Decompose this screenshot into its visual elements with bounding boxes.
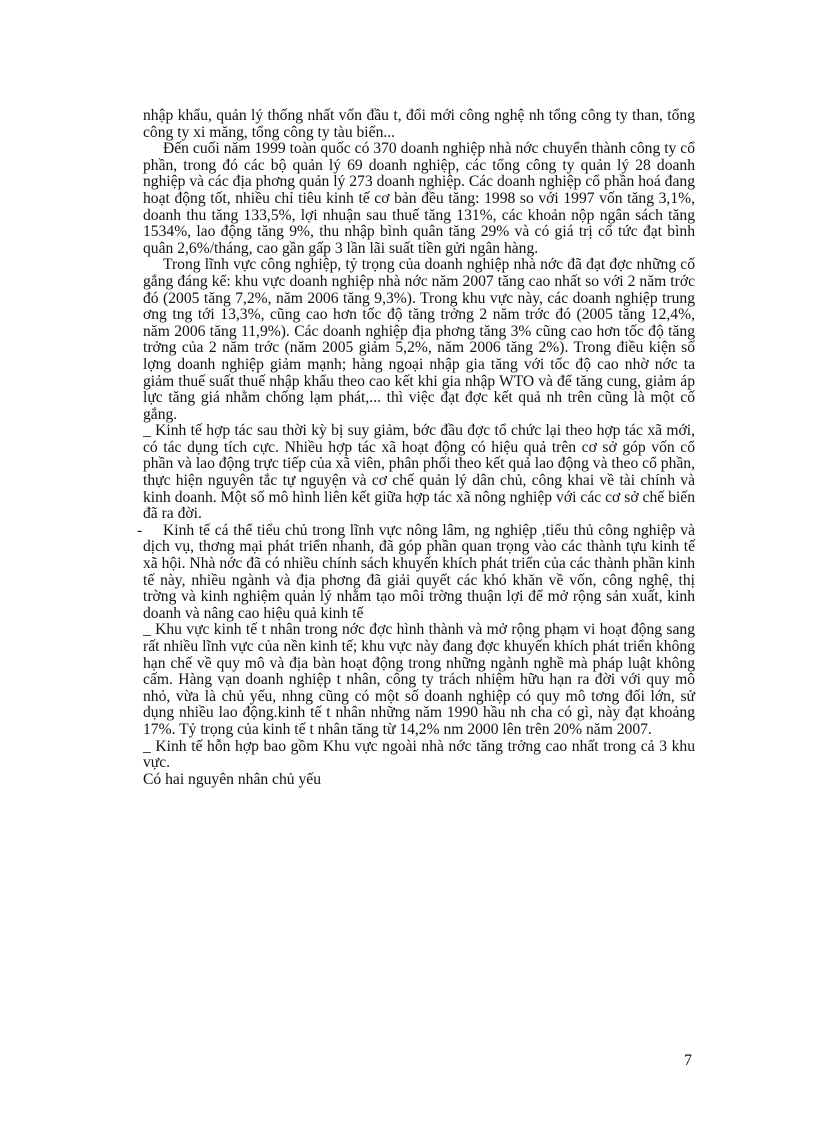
paragraph-continuation: nhập khẩu, quản lý thống nhất vốn đầu t, đổi mới công nghệ nh tổng công ty than, tổng công ty xi măng, tổng công ty tàu biển... [143,107,695,141]
paragraph-equitization: Đến cuối năm 1999 toàn quốc có 370 doanh nghiệp nhà nớc chuyển thành công ty cổ phần, trong đó các bộ quản lý 69 doanh nghiệp, các tổng công ty quản lý 28 doanh nghiệp và các địa phơng quản lý 273 doanh nghiệp. Các doanh nghiệp cổ phần hoá đang hoạt động tốt, nhiều chỉ tiêu kinh tế cơ bản đều tăng: 1998 so với 1997 vốn tăng 3,1%, doanh thu tăng 133,5%, lợi nhuận sau thuế tăng 131%, các khoản nộp ngân sách tăng 1534%, lao động tăng 9%, thu nhập bình quân tăng 29% và có giá trị cổ tức đạt bình quân 2,6%/tháng, cao gần gấp 3 lần lãi suất tiền gửi ngân hàng. [143,140,695,257]
paragraph-private-sector: _ Khu vực kinh tế t nhân trong nớc đợc hình thành và mở rộng phạm vi hoạt động sang rất nhiều lĩnh vực của nền kinh tế; khu vực này đang đợc khuyến khích phát triển không hạn chế về quy mô và địa bàn hoạt động trong những ngành nghề mà pháp luật không cấm. Hàng vạn doanh nghiệp t nhân, công ty trách nhiệm hữu hạn ra đời với quy mô nhỏ, vừa là chủ yếu, nhng cũng có một số doanh nghiệp có quy mô tơng đối lớn, sử dụng nhiều lao động.kinh tế t nhân những năm 1990 hầu nh cha có gì, này đạt khoảng 17%. Tỷ trọng của kinh tế t nhân tăng từ 14,2% nm 2000 lên trên 20% năm 2007. [143,621,695,738]
paragraph-two-reasons: Có hai nguyên nhân chủ yếu [143,770,321,788]
paragraph-individual-economy-text: Kinh tế cá thể tiểu chủ trong lĩnh vực nông lâm, ng nghiệp ,tiểu thủ công nghiệp và dịch vụ, thơng mại phát triển nhanh, đã góp phần quan trọng vào các thành tựu kinh tế xã hội. Nhà nớc đã có nhiều chính sách khuyến khích phát triển của các thành phần kinh tế này, nhiều ngành và địa phơng đã giải quyết các khó khăn về vốn, công nghệ, thị trờng và kinh nghiệm quản lý nhằm tạo môi trờng thuận lợi để mở rộng sản xuất, kinh doanh và nâng cao hiệu quả kinh tế [143,521,695,622]
list-dash-marker: - [137,521,143,539]
paragraph-individual-economy [137,521,695,623]
page-number: 7 [684,1052,692,1069]
body-text [137,107,695,788]
paragraph-mixed-economy: _ Kinh tế hỗn hợp bao gồm Khu vực ngoài nhà nớc tăng trởng cao nhất trong cả 3 khu vực. [143,737,695,772]
paragraph-cooperative-economy: _ Kinh tế hợp tác sau thời kỳ bị suy giảm, bớc đầu đợc tổ chức lại theo hợp tác xã mới, có tác dụng tích cực. Nhiều hợp tác xã hoạt động có hiệu quả trên cơ sở góp vốn cổ phần và lao động trực tiếp của xã viên, phân phối theo kết quả lao động và theo cổ phần, thực hiện nguyên tắc tự nguyện và cơ chế quản lý dân chủ, công khai về tài chính và kinh doanh. Một số mô hình liên kết giữa hợp tác xã nông nghiệp với các cơ sở chế biến đã ra đời. [143,422,695,523]
paragraph-industry: Trong lĩnh vực công nghiệp, tỷ trọng của doanh nghiệp nhà nớc đã đạt đợc những cố gắng đáng kể: khu vực doanh nghiệp nhà nớc năm 2007 tăng cao nhất so với 2 năm trớc đó (2005 tăng 7,2%, năm 2006 tăng 9,3%). Trong khu vực này, các doanh nghiệp trung ơng tng tới 13,3%, cũng cao hơn tốc độ tăng trởng 2 năm trớc đó (2005 tăng 12,4%, năm 2006 tăng 11,9%). Các doanh nghiệp địa phơng tăng 3% cũng cao hơn tốc độ tăng trởng của 2 năm trớc (năm 2005 giảm 5,2%, năm 2006 tăng 2%). Trong điều kiện số lợng doanh nghiệp giảm mạnh; hàng ngoại nhập gia tăng với tốc độ cao nhờ nớc ta giảm thuế suất thuế nhập khẩu theo cao kết khi gia nhập WTO và để tăng cung, giảm áp lực tăng giá nhằm chống lạm phát,... thì việc đạt đợc kết quả nh trên cũng là một cố gắng. [143,256,695,423]
